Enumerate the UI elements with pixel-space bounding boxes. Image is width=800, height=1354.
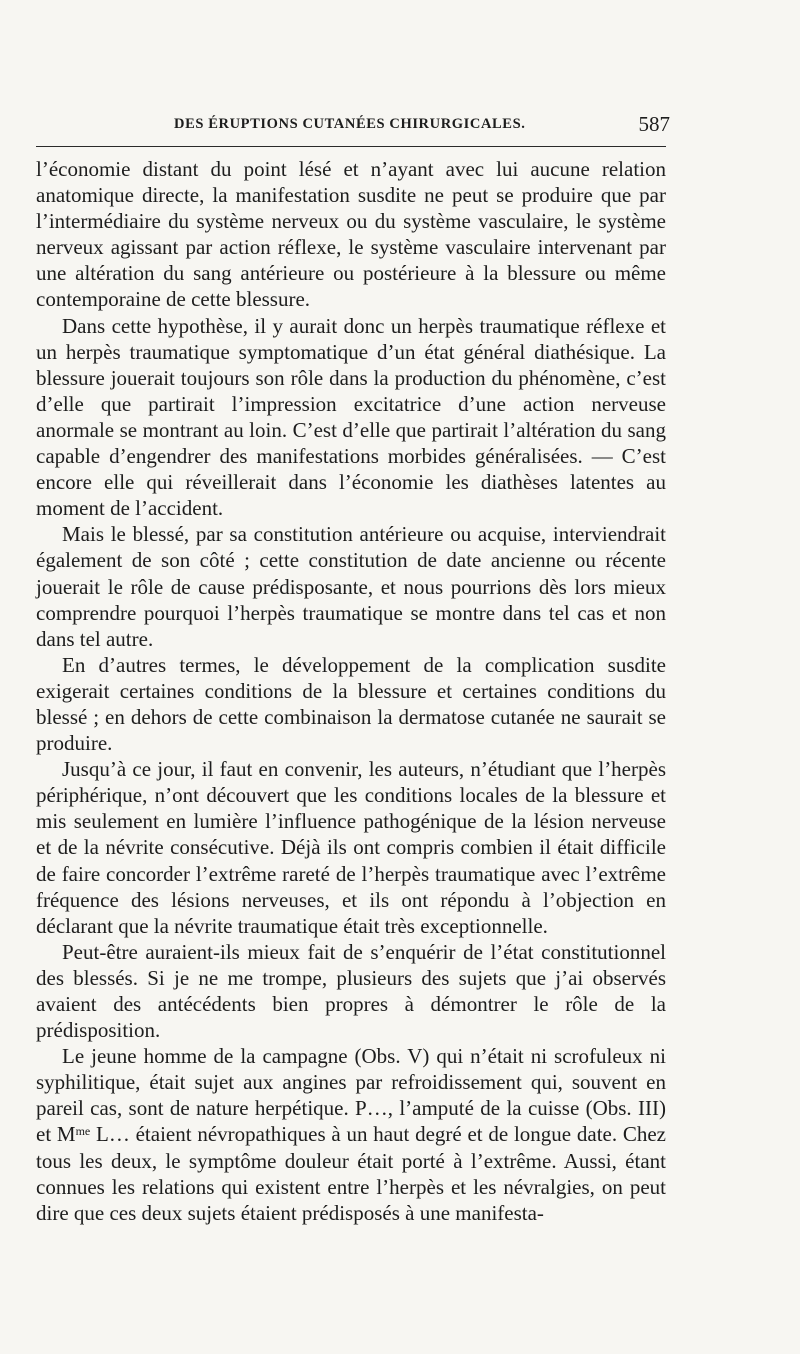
paragraph: Mais le blessé, par sa constitution antérieure ou acquise, interviendrait également de son côté ; cette constitution de date ancienne ou récente jouerait le rôle de cause prédisposante, et nous pourrions dès lors mieux comprendre pourquoi l’herpès traumatique se montre dans tel cas et non dans tel autre. [36, 522, 666, 651]
text-run: L… étaient névropathiques à un haut degré et de longue date. Chez tous les deux, le symptôme douleur était porté à l’extrême. Aussi, étant connues les relations qui existent entre l’herpès et les névralgies, on peut dire que ces deux sujets étaient prédisposés à une manifesta- [36, 1122, 667, 1225]
text-run: Le jeune homme de la campagne (Obs. V) qui n’était ni scrofuleux ni syphilitique, était sujet aux angines par refroidissement qui, souvent en pareil cas, sont de nature herpétique. P…, l’amputé de la cuisse (Obs. III) et M [36, 1044, 666, 1147]
paragraph: Peut-être auraient-ils mieux fait de s’enquérir de l’état constitutionnel des blessés. Si je ne me trompe, plusieurs des sujets que j’ai observés avaient des antécédents bien propres à démontrer le rôle de la prédisposition. [36, 939, 666, 1043]
running-title: DES ÉRUPTIONS CUTANÉES CHIRURGICALES. [174, 116, 526, 132]
superscript: me [75, 1124, 91, 1139]
paragraph: Jusqu’à ce jour, il faut en convenir, les auteurs, n’étudiant que l’herpès périphérique, n’ont découvert que les conditions locales de la blessure et mis seulement en lumière l’influence pathogénique de la lésion nerveuse et de la névrite consécutive. Déjà ils ont compris combien il était difficile de faire concorder l’extrême rareté de l’herpès traumatique avec l’extrême fréquence des lésions nerveuses, et ils ont répondu à l’objection en déclarant que la névrite traumatique était très exceptionnelle. [36, 757, 666, 938]
running-header [100, 112, 670, 138]
page-number: 587 [638, 112, 670, 136]
paragraph: l’économie distant du point lésé et n’ayant avec lui aucune relation anatomique directe, la manifestation susdite ne peut se produire que par l’intermédiaire du système nerveux ou du système vasculaire, le système nerveux agissant par action réflexe, le système vasculaire intervenant par une altération du sang antérieure ou postérieure à la blessure ou même contemporaine de cette blessure. [36, 157, 666, 312]
paragraph: En d’autres termes, le développement de la complication susdite exigerait certaines conditions de la blessure et certaines conditions du blessé ; en dehors de cette combinaison la dermatose cutanée ne saurait se produire. [36, 652, 666, 756]
paragraph: Dans cette hypothèse, il y aurait donc un herpès traumatique réflexe et un herpès traumatique symptomatique d’un état général diathésique. La blessure jouerait toujours son rôle dans la production du phénomène, c’est d’elle que partirait l’impression excitatrice d’une action nerveuse anormale se montrant au loin. C’est d’elle que partirait l’altération du sang capable d’engendrer des manifestations morbides généralisées. — C’est encore elle qui réveillerait dans l’économie les diathèses latentes au moment de l’accident. [36, 313, 666, 521]
paragraph-last [36, 1043, 666, 1226]
body-text [36, 156, 666, 1226]
header-rule [36, 146, 666, 147]
